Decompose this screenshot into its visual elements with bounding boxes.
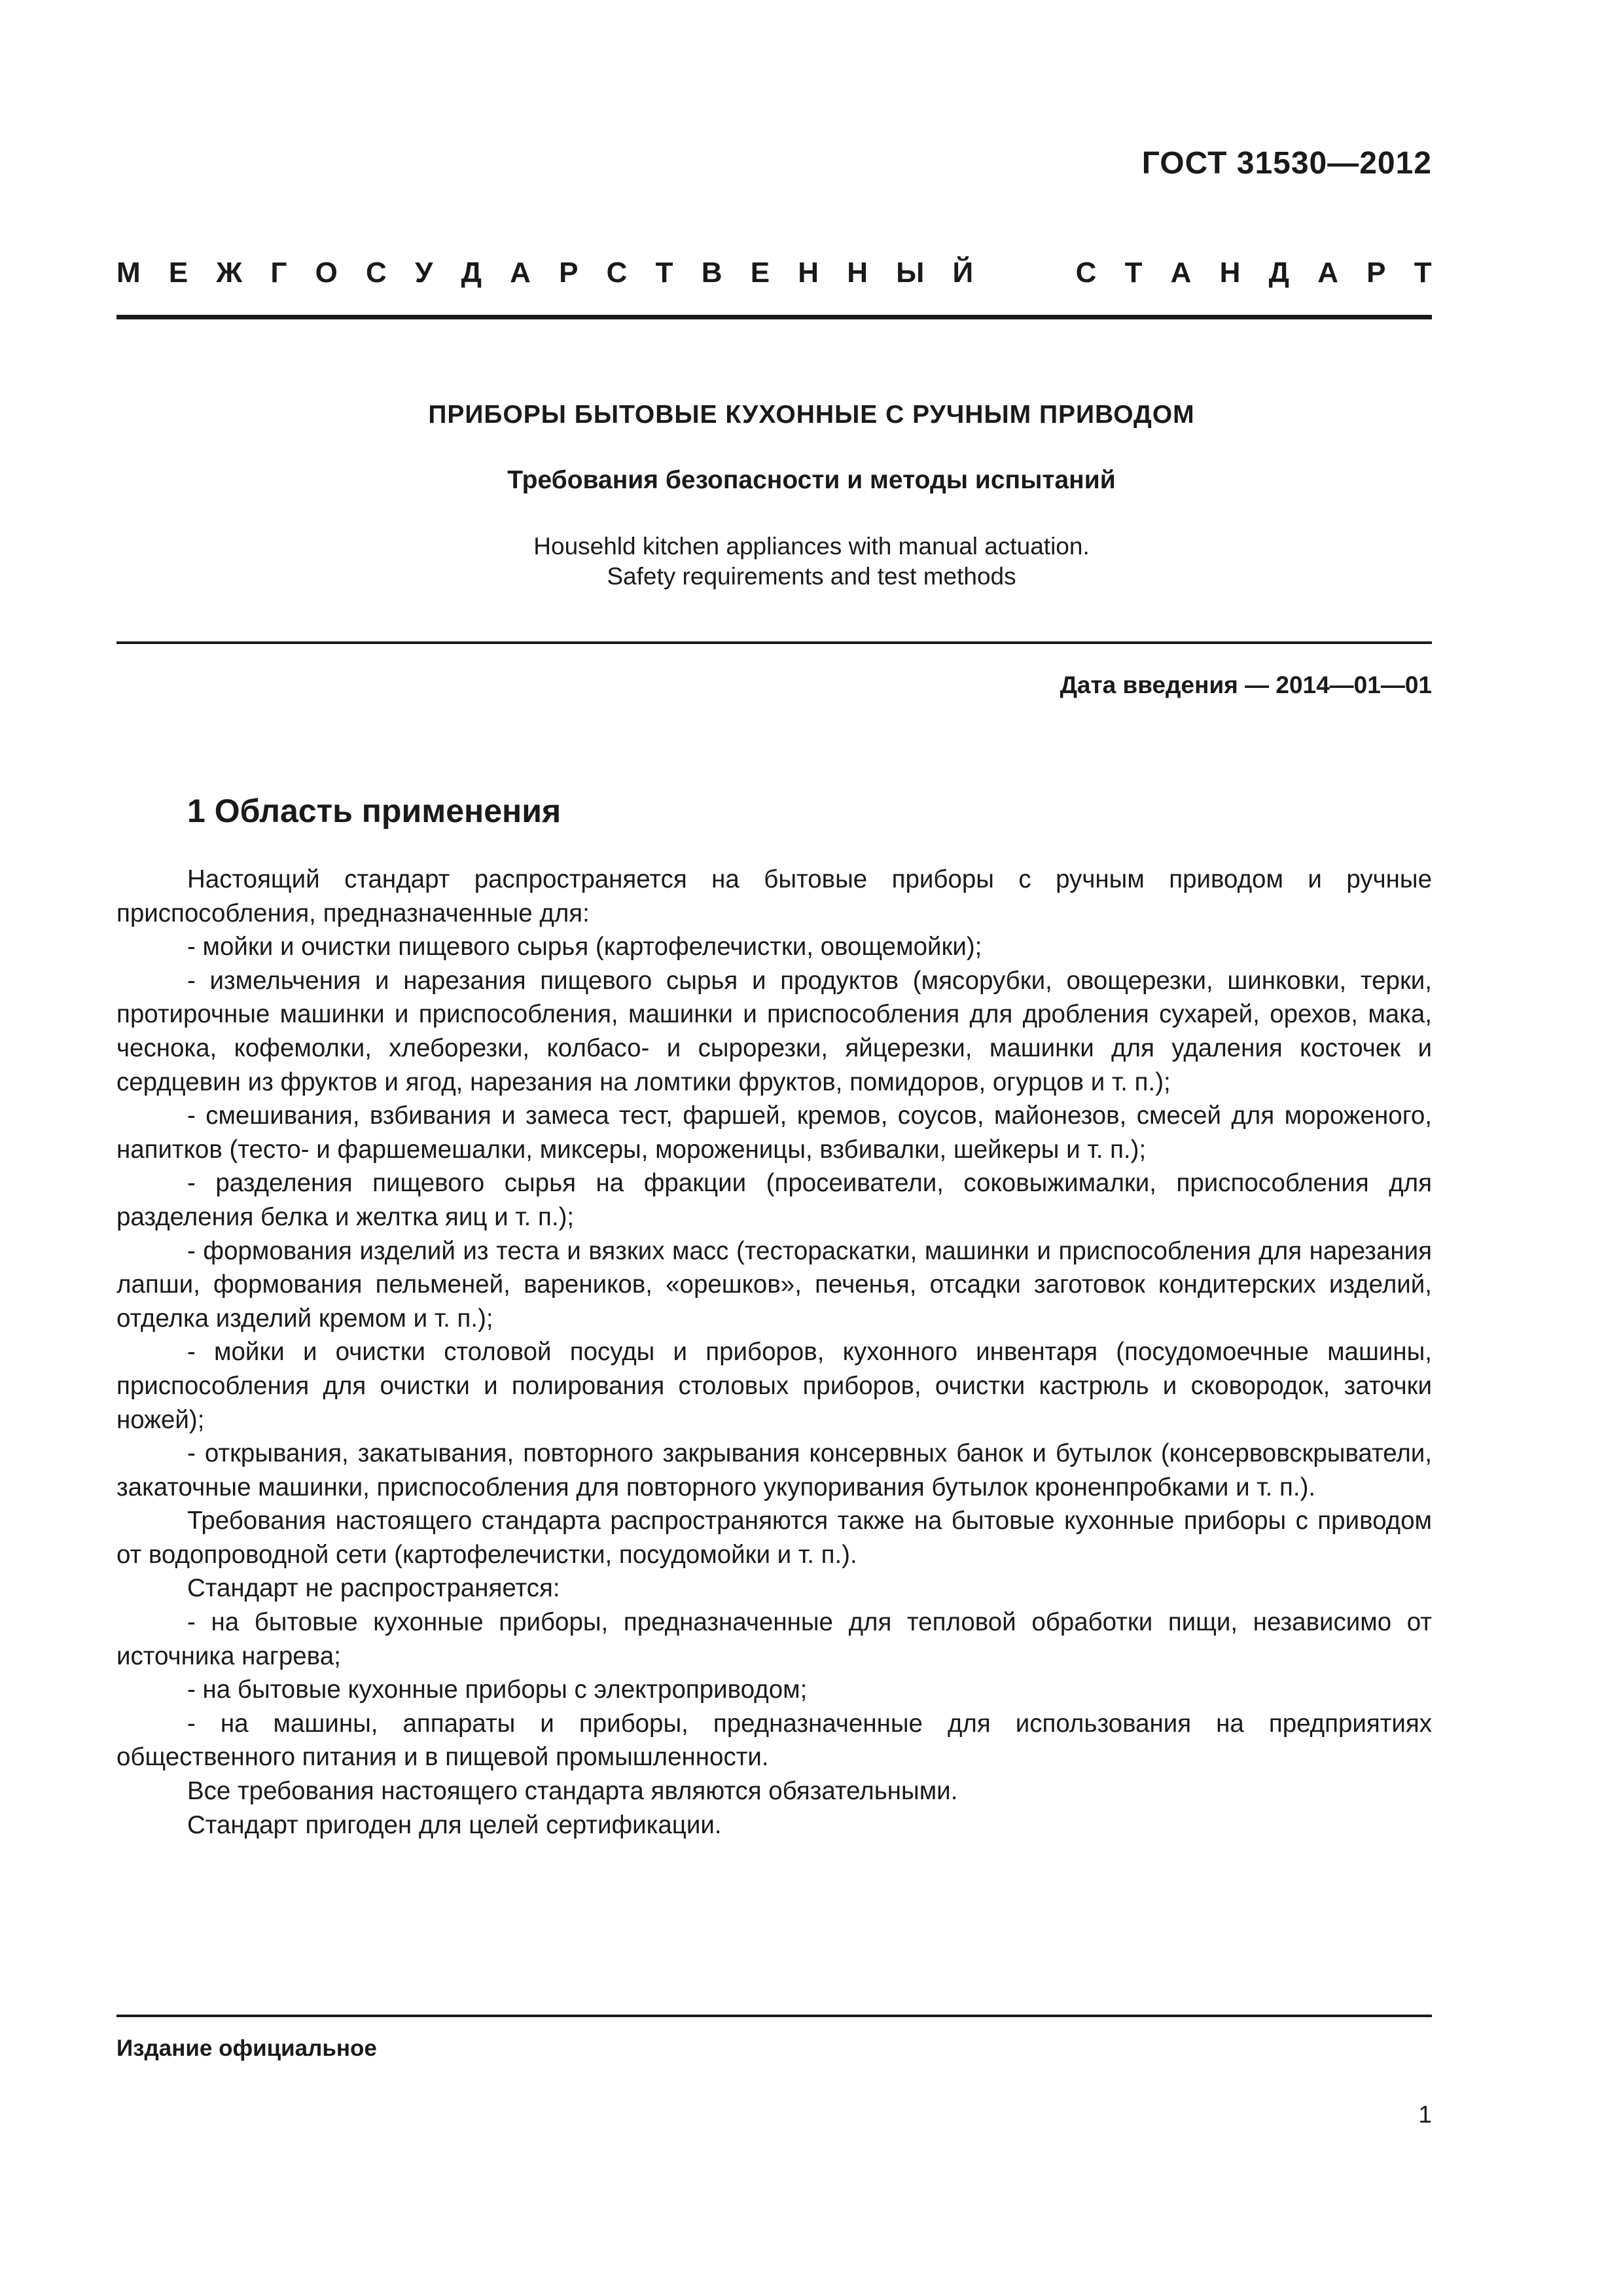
banner-letter: Ы [896, 257, 925, 289]
english-title-line: Househld kitchen appliances with manual actuation. [533, 533, 1090, 560]
title-rule [116, 641, 1432, 644]
banner-letter: Д [461, 257, 482, 289]
list-item: - разделения пищевого сырья на фракции (просеиватели, соковыжималки, приспособления для разделения белка и желтка яиц и т. п.); [116, 1169, 1432, 1231]
banner-letter: Т [655, 257, 673, 289]
body-paragraph: Настоящий стандарт распространяется на бытовые приборы с ручным приводом и ручные приспособления, предназначенные для: [116, 865, 1432, 927]
banner-letter: С [606, 257, 628, 289]
english-title-line: Safety requirements and test methods [607, 563, 1016, 590]
list-item: - измельчения и нарезания пищевого сырья и продуктов (мясорубки, овощерезки, шинковки, терки, протирочные машинки и приспособления, машинки и приспособления для дробления сухарей, орехов, мака, чеснока, кофемолки, хлеборезки, колбасо- и сырорезки, яйцерезки, машинки для удаления косточек и сердцевин из фруктов и ягод, нарезания на ломтики фруктов, помидоров, огурцов и т. п.); [116, 966, 1432, 1096]
document-number: ГОСТ 31530—2012 [1141, 146, 1432, 181]
banner-letter: Н [798, 257, 819, 289]
banner-word-gap [1001, 257, 1047, 289]
page-number: 1 [1418, 2101, 1432, 2128]
list-item: - открывания, закатывания, повторного закрывания консервных банок и бутылок (консервовскрыватели, закаточные машинки, приспособления для повторного укупоривания бутылок кроненпробками и т. п.). [116, 1439, 1432, 1501]
list-item: - на бытовые кухонные приборы с электроприводом; [187, 1676, 808, 1704]
banner-letter: Й [952, 257, 974, 289]
banner-letter: У [414, 257, 433, 289]
document-subtitle: Требования безопасности и методы испытаний [507, 466, 1116, 494]
list-item: - мойки и очистки пищевого сырья (картофелечистки, овощемойки); [187, 933, 982, 961]
banner-letter: Р [1366, 257, 1386, 289]
banner-letter: Р [559, 257, 579, 289]
body-paragraph: Все требования настоящего стандарта являются обязательными. [187, 1777, 958, 1806]
banner-letter: Г [270, 257, 287, 289]
list-item: - на машины, аппараты и приборы, предназначенные для использования на предприятиях общественного питания и в пищевой промышленности. [116, 1709, 1432, 1772]
banner-letter: О [315, 257, 338, 289]
list-item: - формования изделий из теста и вязких масс (тестораскатки, машинки и приспособления для нарезания лапши, формования пельменей, вареников, «орешков», печенья, отсадки заготовок кондитерских изделий, отделка изделий кремом и т. п.); [116, 1236, 1432, 1333]
banner-letter: Н [847, 257, 868, 289]
banner-letter: Т [1124, 257, 1143, 289]
footer-rule [116, 2015, 1432, 2017]
list-item: - смешивания, взбивания и замеса тест, фаршей, кремов, соусов, майонезов, смесей для мороженого, напитков (тесто- и фаршемешалки, миксеры, мороженицы, взбивалки, шейкеры и т. п.); [116, 1102, 1432, 1164]
banner-letter: А [510, 257, 531, 289]
banner-letter: Ж [216, 257, 243, 289]
banner-letter: М [116, 257, 141, 289]
section-body [116, 863, 1432, 1842]
list-item: - на бытовые кухонные приборы, предназначенные для тепловой обработки пищи, независимо от источника нагрева; [116, 1608, 1432, 1670]
banner-letter: В [701, 257, 722, 289]
effective-date: Дата введения — 2014—01—01 [1060, 672, 1432, 698]
banner-letter: Т [1414, 257, 1432, 289]
banner-letter: А [1170, 257, 1192, 289]
list-item: - мойки и очистки столовой посуды и приборов, кухонного инвентаря (посудомоечные машины, приспособления для очистки и полирования столовых приборов, очистки кастрюль и сковородок, заточки ножей); [116, 1338, 1432, 1434]
body-paragraph: Стандарт пригоден для целей сертификации. [187, 1810, 722, 1839]
banner-letter: С [1075, 257, 1097, 289]
body-paragraph: Стандарт не распространяется: [187, 1574, 560, 1603]
banner-letter: Е [750, 257, 770, 289]
banner-letter: Д [1268, 257, 1289, 289]
document-title: ПРИБОРЫ БЫТОВЫЕ КУХОННЫЕ С РУЧНЫМ ПРИВОДОМ [428, 401, 1195, 429]
banner-letter: Н [1219, 257, 1241, 289]
banner-letter: С [366, 257, 387, 289]
section-heading: 1 Область применения [187, 793, 562, 829]
banner-letter: Е [168, 257, 188, 289]
body-paragraph: Требования настоящего стандарта распространяются также на бытовые кухонные приборы с приводом от водопроводной сети (картофелечистки, посудомойки и т. п.). [116, 1507, 1432, 1569]
standard-type-banner [116, 257, 1432, 289]
banner-letter: А [1317, 257, 1338, 289]
header-rule [116, 315, 1432, 319]
edition-label: Издание официальное [116, 2036, 377, 2061]
